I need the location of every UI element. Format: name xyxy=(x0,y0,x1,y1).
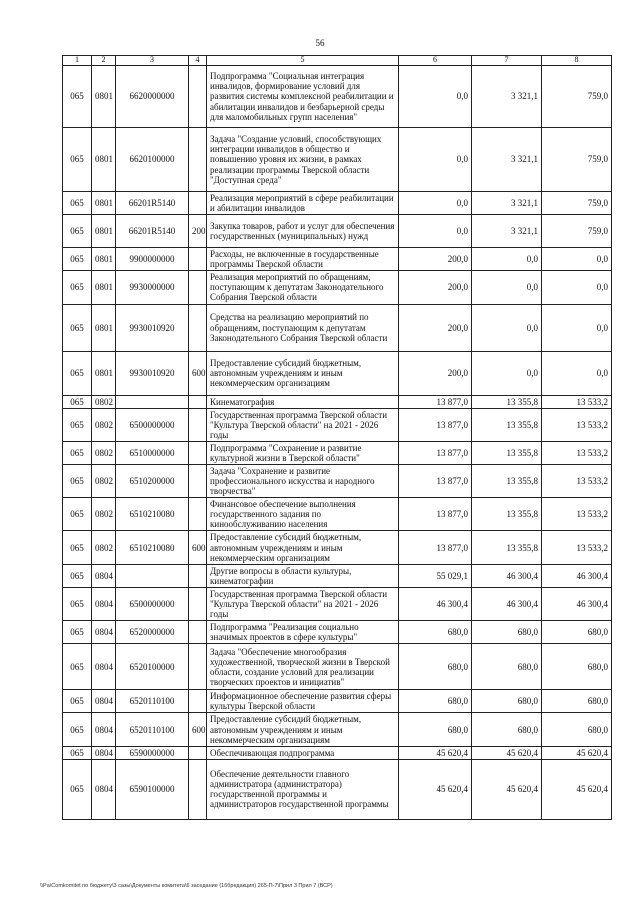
header-cell: 1 xyxy=(63,56,92,66)
cell-expense-type xyxy=(189,746,207,759)
cell-amount-col8: 680,0 xyxy=(542,621,612,644)
cell-description: Государственная программа Тверской области "Культура Тверской области" на 2021 - 2026 годы xyxy=(207,408,399,441)
cell-admin-code: 065 xyxy=(63,587,92,620)
cell-section-code: 0801 xyxy=(92,215,116,248)
cell-amount-col6: 200,0 xyxy=(399,248,472,271)
cell-amount-col6: 13 877,0 xyxy=(399,395,472,408)
header-cell: 6 xyxy=(399,56,472,66)
cell-target-code: 6520100000 xyxy=(116,644,189,690)
table-row xyxy=(63,66,612,128)
table-row xyxy=(63,192,612,215)
cell-amount-col7: 680,0 xyxy=(472,713,542,746)
cell-amount-col6: 13 877,0 xyxy=(399,441,472,464)
cell-admin-code: 065 xyxy=(63,759,92,819)
table-row xyxy=(63,465,612,498)
cell-description: Подпрограмма "Реализация социально значимых проектов в сфере культуры" xyxy=(207,621,399,644)
cell-section-code: 0804 xyxy=(92,713,116,746)
table-row xyxy=(63,408,612,441)
cell-target-code: 66201R5140 xyxy=(116,192,189,215)
cell-expense-type xyxy=(189,621,207,644)
cell-amount-col7: 3 321,1 xyxy=(472,66,542,128)
header-cell: 7 xyxy=(472,56,542,66)
cell-amount-col8: 46 300,4 xyxy=(542,564,612,587)
cell-target-code: 6510200000 xyxy=(116,465,189,498)
table-row xyxy=(63,644,612,690)
cell-amount-col7: 13 355,8 xyxy=(472,441,542,464)
cell-expense-type xyxy=(189,759,207,819)
cell-section-code: 0801 xyxy=(92,66,116,128)
cell-target-code: 6520000000 xyxy=(116,621,189,644)
table-row xyxy=(63,746,612,759)
cell-amount-col6: 55 029,1 xyxy=(399,564,472,587)
cell-amount-col8: 0,0 xyxy=(542,304,612,351)
cell-target-code: 9930000000 xyxy=(116,271,189,304)
cell-amount-col8: 13 533,2 xyxy=(542,441,612,464)
cell-expense-type xyxy=(189,248,207,271)
cell-target-code: 6520110100 xyxy=(116,713,189,746)
cell-target-code: 66201R5140 xyxy=(116,215,189,248)
table-row xyxy=(63,759,612,819)
cell-expense-type xyxy=(189,441,207,464)
cell-amount-col8: 0,0 xyxy=(542,271,612,304)
cell-expense-type xyxy=(189,192,207,215)
cell-amount-col7: 0,0 xyxy=(472,271,542,304)
cell-description: Подпрограмма "Социальная интеграция инвалидов, формирование условий для развития системы комплексной реабилитации и абилитации инвалидов и безбарьерной среды для маломобильных групп населения" xyxy=(207,66,399,128)
table-row xyxy=(63,395,612,408)
cell-section-code: 0802 xyxy=(92,465,116,498)
cell-amount-col8: 0,0 xyxy=(542,248,612,271)
cell-admin-code: 065 xyxy=(63,192,92,215)
cell-amount-col6: 13 877,0 xyxy=(399,465,472,498)
cell-section-code: 0802 xyxy=(92,531,116,564)
cell-amount-col8: 13 533,2 xyxy=(542,408,612,441)
cell-amount-col6: 46 300,4 xyxy=(399,587,472,620)
cell-amount-col8: 680,0 xyxy=(542,690,612,713)
cell-amount-col8: 46 300,4 xyxy=(542,587,612,620)
header-cell: 5 xyxy=(207,56,399,66)
cell-description: Подпрограмма "Сохранение и развитие культурной жизни в Тверской области" xyxy=(207,441,399,464)
budget-table xyxy=(62,55,612,820)
cell-target-code: 6510000000 xyxy=(116,441,189,464)
cell-expense-type xyxy=(189,587,207,620)
table-header-row xyxy=(63,56,612,66)
cell-amount-col8: 45 620,4 xyxy=(542,746,612,759)
cell-amount-col7: 3 321,1 xyxy=(472,215,542,248)
table-row xyxy=(63,271,612,304)
cell-target-code: 6500000000 xyxy=(116,587,189,620)
cell-section-code: 0802 xyxy=(92,395,116,408)
cell-amount-col8: 759,0 xyxy=(542,192,612,215)
cell-target-code: 6590100000 xyxy=(116,759,189,819)
cell-target-code: 9930010920 xyxy=(116,351,189,395)
cell-admin-code: 065 xyxy=(63,351,92,395)
cell-target-code: 6500000000 xyxy=(116,408,189,441)
cell-amount-col7: 3 321,1 xyxy=(472,128,542,192)
cell-amount-col6: 680,0 xyxy=(399,713,472,746)
cell-amount-col7: 13 355,8 xyxy=(472,465,542,498)
cell-target-code: 6510210080 xyxy=(116,531,189,564)
cell-description: Средства на реализацию мероприятий по обращениям, поступающим к депутатам Законодательного Собрания Тверской области xyxy=(207,304,399,351)
cell-section-code: 0801 xyxy=(92,192,116,215)
cell-amount-col6: 200,0 xyxy=(399,351,472,395)
cell-section-code: 0804 xyxy=(92,621,116,644)
cell-description: Другие вопросы в области культуры, кинематографии xyxy=(207,564,399,587)
table-row xyxy=(63,587,612,620)
table-row xyxy=(63,690,612,713)
cell-description: Информационное обеспечение развития сферы культуры Тверской области xyxy=(207,690,399,713)
cell-description: Финансовое обеспечение выполнения государственного задания по кинообслуживанию населения xyxy=(207,498,399,531)
cell-expense-type: 600 xyxy=(189,351,207,395)
cell-description: Государственная программа Тверской области "Культура Тверской области" на 2021 - 2026 годы xyxy=(207,587,399,620)
cell-target-code: 6590000000 xyxy=(116,746,189,759)
cell-description: Обеспечивающая подпрограмма xyxy=(207,746,399,759)
cell-expense-type xyxy=(189,304,207,351)
cell-description: Предоставление субсидий бюджетным, автономным учреждениям и иным некоммерческим организациям xyxy=(207,351,399,395)
cell-description: Задача "Обеспечение многообразия художественной, творческой жизни в Тверской области, создание условий для реализации творческих проектов и инициатив" xyxy=(207,644,399,690)
cell-description: Предоставление субсидий бюджетным, автономным учреждениям и иным некоммерческим организациям xyxy=(207,531,399,564)
cell-amount-col8: 13 533,2 xyxy=(542,465,612,498)
cell-description: Кинематография xyxy=(207,395,399,408)
cell-amount-col6: 13 877,0 xyxy=(399,498,472,531)
cell-admin-code: 065 xyxy=(63,441,92,464)
cell-description: Задача "Создание условий, способствующих интеграции инвалидов в общество и повышению уровня их жизни, в рамках реализации программы Тверской области "Доступная среда" xyxy=(207,128,399,192)
cell-expense-type xyxy=(189,408,207,441)
cell-section-code: 0804 xyxy=(92,587,116,620)
table-row xyxy=(63,128,612,192)
table-row xyxy=(63,351,612,395)
cell-amount-col7: 13 355,8 xyxy=(472,498,542,531)
cell-target-code xyxy=(116,395,189,408)
cell-admin-code: 065 xyxy=(63,621,92,644)
cell-amount-col8: 680,0 xyxy=(542,713,612,746)
cell-description: Закупка товаров, работ и услуг для обеспечения государственных (муниципальных) нужд xyxy=(207,215,399,248)
cell-target-code: 9930010920 xyxy=(116,304,189,351)
cell-amount-col7: 0,0 xyxy=(472,351,542,395)
cell-target-code: 6620100000 xyxy=(116,128,189,192)
cell-expense-type xyxy=(189,690,207,713)
cell-section-code: 0802 xyxy=(92,441,116,464)
cell-admin-code: 065 xyxy=(63,215,92,248)
cell-amount-col7: 45 620,4 xyxy=(472,759,542,819)
table-row xyxy=(63,441,612,464)
cell-amount-col8: 759,0 xyxy=(542,128,612,192)
cell-amount-col8: 45 620,4 xyxy=(542,759,612,819)
cell-target-code xyxy=(116,564,189,587)
cell-admin-code: 065 xyxy=(63,408,92,441)
table-row xyxy=(63,304,612,351)
cell-admin-code: 065 xyxy=(63,271,92,304)
page-number: 56 xyxy=(315,38,325,48)
footer-file-path: \\Pa\Comkomitet по бюджету\3 сазы\Документы комитета\6 заседание (16бредакция) 265-П-7\Прил 3 Прил 7 (ВСР) xyxy=(40,883,333,889)
cell-amount-col6: 0,0 xyxy=(399,215,472,248)
cell-amount-col7: 680,0 xyxy=(472,621,542,644)
cell-amount-col7: 13 355,8 xyxy=(472,408,542,441)
cell-amount-col8: 0,0 xyxy=(542,351,612,395)
cell-amount-col6: 200,0 xyxy=(399,271,472,304)
cell-amount-col7: 46 300,4 xyxy=(472,587,542,620)
header-cell: 4 xyxy=(189,56,207,66)
cell-admin-code: 065 xyxy=(63,531,92,564)
cell-section-code: 0801 xyxy=(92,351,116,395)
cell-amount-col6: 13 877,0 xyxy=(399,408,472,441)
cell-expense-type xyxy=(189,128,207,192)
cell-section-code: 0801 xyxy=(92,248,116,271)
cell-description: Расходы, не включенные в государственные программы Тверской области xyxy=(207,248,399,271)
cell-admin-code: 065 xyxy=(63,465,92,498)
table-row xyxy=(63,215,612,248)
header-cell: 8 xyxy=(542,56,612,66)
table-row xyxy=(63,621,612,644)
header-cell: 2 xyxy=(92,56,116,66)
cell-amount-col6: 680,0 xyxy=(399,621,472,644)
cell-expense-type xyxy=(189,271,207,304)
table-row xyxy=(63,531,612,564)
cell-amount-col6: 200,0 xyxy=(399,304,472,351)
cell-amount-col6: 680,0 xyxy=(399,644,472,690)
cell-amount-col7: 13 355,8 xyxy=(472,531,542,564)
cell-description: Задача "Сохранение и развитие профессионального искусства и народного творчества" xyxy=(207,465,399,498)
cell-expense-type xyxy=(189,465,207,498)
table-row xyxy=(63,248,612,271)
cell-admin-code: 065 xyxy=(63,713,92,746)
cell-amount-col6: 13 877,0 xyxy=(399,531,472,564)
cell-section-code: 0804 xyxy=(92,564,116,587)
cell-expense-type xyxy=(189,66,207,128)
cell-expense-type: 600 xyxy=(189,531,207,564)
table-row xyxy=(63,498,612,531)
cell-section-code: 0801 xyxy=(92,271,116,304)
cell-admin-code: 065 xyxy=(63,66,92,128)
cell-target-code: 9900000000 xyxy=(116,248,189,271)
cell-description: Реализация мероприятий в сфере реабилитации и абилитации инвалидов xyxy=(207,192,399,215)
cell-admin-code: 065 xyxy=(63,690,92,713)
cell-expense-type xyxy=(189,498,207,531)
cell-admin-code: 065 xyxy=(63,644,92,690)
cell-amount-col6: 0,0 xyxy=(399,128,472,192)
cell-amount-col7: 680,0 xyxy=(472,644,542,690)
cell-amount-col6: 45 620,4 xyxy=(399,759,472,819)
cell-admin-code: 065 xyxy=(63,746,92,759)
cell-amount-col6: 45 620,4 xyxy=(399,746,472,759)
cell-amount-col7: 13 355,8 xyxy=(472,395,542,408)
cell-amount-col6: 0,0 xyxy=(399,192,472,215)
cell-description: Обеспечение деятельности главного администратора (администратора) государственной программы и администраторов государственной программы xyxy=(207,759,399,819)
cell-description: Реализация мероприятий по обращениям, поступающим к депутатам Законодательного Собрания Тверской области xyxy=(207,271,399,304)
cell-amount-col7: 46 300,4 xyxy=(472,564,542,587)
cell-expense-type xyxy=(189,644,207,690)
cell-admin-code: 065 xyxy=(63,564,92,587)
cell-amount-col8: 759,0 xyxy=(542,215,612,248)
cell-amount-col8: 759,0 xyxy=(542,66,612,128)
cell-expense-type: 200 xyxy=(189,215,207,248)
cell-expense-type: 600 xyxy=(189,713,207,746)
cell-admin-code: 065 xyxy=(63,128,92,192)
cell-amount-col8: 13 533,2 xyxy=(542,531,612,564)
cell-amount-col7: 3 321,1 xyxy=(472,192,542,215)
cell-description: Предоставление субсидий бюджетным, автономным учреждениям и иным некоммерческим организациям xyxy=(207,713,399,746)
cell-section-code: 0804 xyxy=(92,644,116,690)
cell-admin-code: 065 xyxy=(63,304,92,351)
header-cell: 3 xyxy=(116,56,189,66)
cell-amount-col7: 0,0 xyxy=(472,304,542,351)
cell-amount-col8: 13 533,2 xyxy=(542,498,612,531)
cell-target-code: 6510210080 xyxy=(116,498,189,531)
cell-admin-code: 065 xyxy=(63,248,92,271)
cell-admin-code: 065 xyxy=(63,395,92,408)
cell-admin-code: 065 xyxy=(63,498,92,531)
cell-section-code: 0801 xyxy=(92,304,116,351)
cell-section-code: 0802 xyxy=(92,408,116,441)
cell-section-code: 0804 xyxy=(92,746,116,759)
cell-section-code: 0804 xyxy=(92,690,116,713)
cell-amount-col8: 680,0 xyxy=(542,644,612,690)
cell-target-code: 6620000000 xyxy=(116,66,189,128)
cell-expense-type xyxy=(189,564,207,587)
cell-amount-col7: 680,0 xyxy=(472,690,542,713)
cell-amount-col7: 45 620,4 xyxy=(472,746,542,759)
cell-target-code: 6520110100 xyxy=(116,690,189,713)
cell-amount-col8: 13 533,2 xyxy=(542,395,612,408)
table-row xyxy=(63,564,612,587)
cell-section-code: 0802 xyxy=(92,498,116,531)
cell-amount-col6: 680,0 xyxy=(399,690,472,713)
cell-section-code: 0801 xyxy=(92,128,116,192)
cell-amount-col7: 0,0 xyxy=(472,248,542,271)
cell-expense-type xyxy=(189,395,207,408)
cell-section-code: 0804 xyxy=(92,759,116,819)
table-row xyxy=(63,713,612,746)
cell-amount-col6: 0,0 xyxy=(399,66,472,128)
